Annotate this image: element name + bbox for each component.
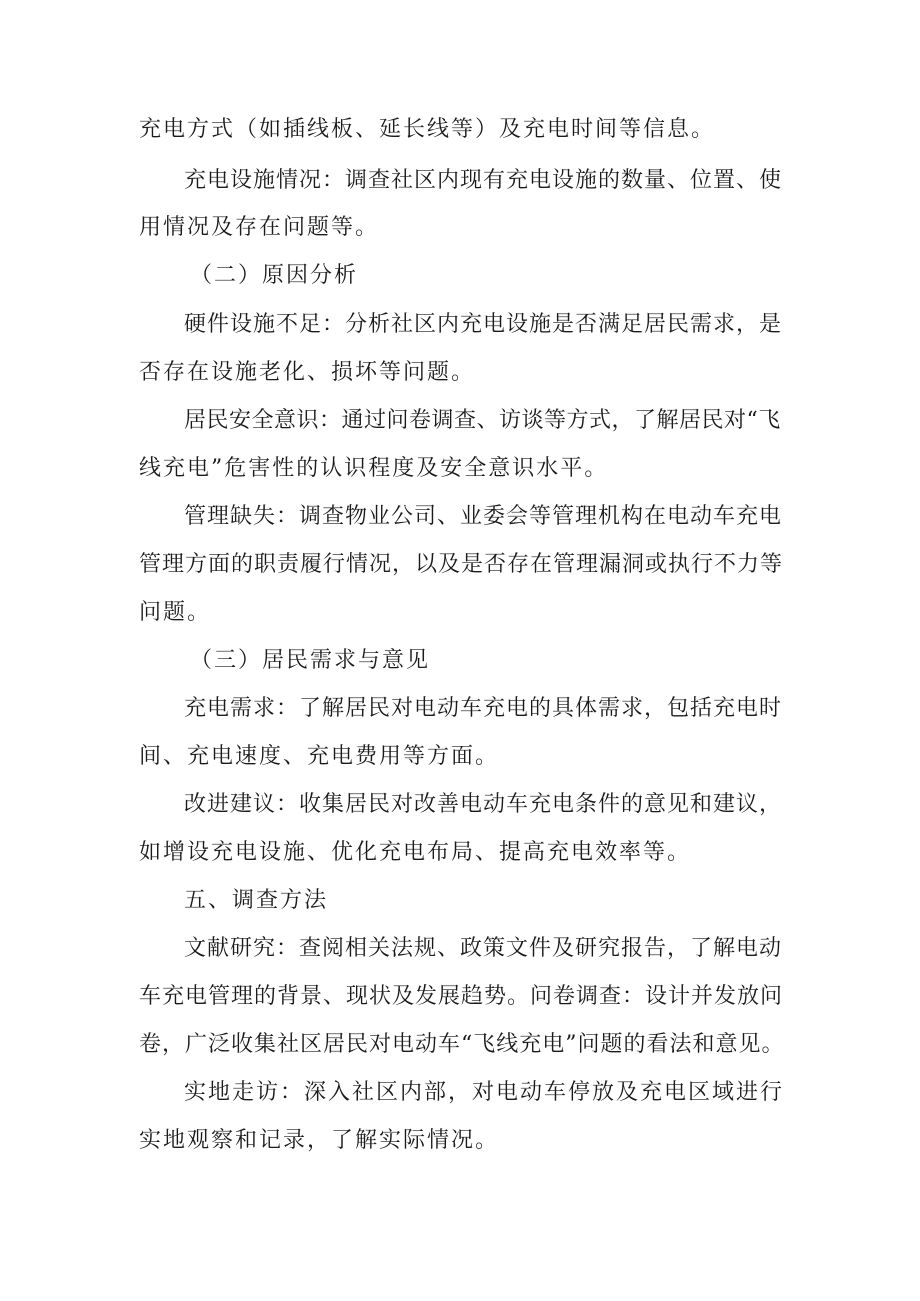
section-heading: 五、调查方法: [184, 888, 329, 913]
text-line: 车充电管理的背景、现状及发展趋势。问卷调查：设计并发放问: [139, 984, 784, 1009]
section-heading: （三）居民需求与意见: [190, 648, 431, 673]
text-line: 管理缺失：调查物业公司、业委会等管理机构在电动车充电: [184, 504, 783, 529]
text-line: 实地观察和记录，了解实际情况。: [139, 1128, 500, 1153]
text-line: 改进建议：收集居民对改善电动车充电条件的意见和建议，: [184, 792, 783, 817]
text-line: 卷，广泛收集社区居民对电动车“飞线充电”问题的看法和意见。: [139, 1032, 785, 1057]
text-line: 否存在设施老化、损坏等问题。: [139, 360, 476, 385]
section-heading: （二）原因分析: [190, 263, 359, 288]
text-line: 充电方式（如插线板、延长线等）及充电时间等信息。: [139, 117, 716, 142]
text-line: 充电设施情况：调查社区内现有充电设施的数量、位置、使: [184, 168, 783, 193]
text-line: 文献研究：查阅相关法规、政策文件及研究报告，了解电动: [184, 936, 783, 961]
text-line: 管理方面的职责履行情况，以及是否存在管理漏洞或执行不力等: [139, 552, 784, 577]
text-line: 线充电”危害性的认识程度及安全意识水平。: [139, 456, 609, 481]
text-line: 用情况及存在问题等。: [139, 215, 380, 240]
text-line: 如增设充电设施、优化充电布局、提高充电效率等。: [139, 840, 692, 865]
text-line: 硬件设施不足：分析社区内充电设施是否满足居民需求，是: [184, 312, 783, 337]
text-line: 间、充电速度、充电费用等方面。: [139, 744, 500, 769]
text-line: 居民安全意识：通过问卷调查、访谈等方式，了解居民对“飞: [184, 408, 781, 433]
text-line: 充电需求：了解居民对电动车充电的具体需求，包括充电时: [184, 696, 783, 721]
text-line: 实地走访：深入社区内部，对电动车停放及充电区域进行: [184, 1080, 785, 1105]
text-line: 问题。: [139, 600, 212, 625]
